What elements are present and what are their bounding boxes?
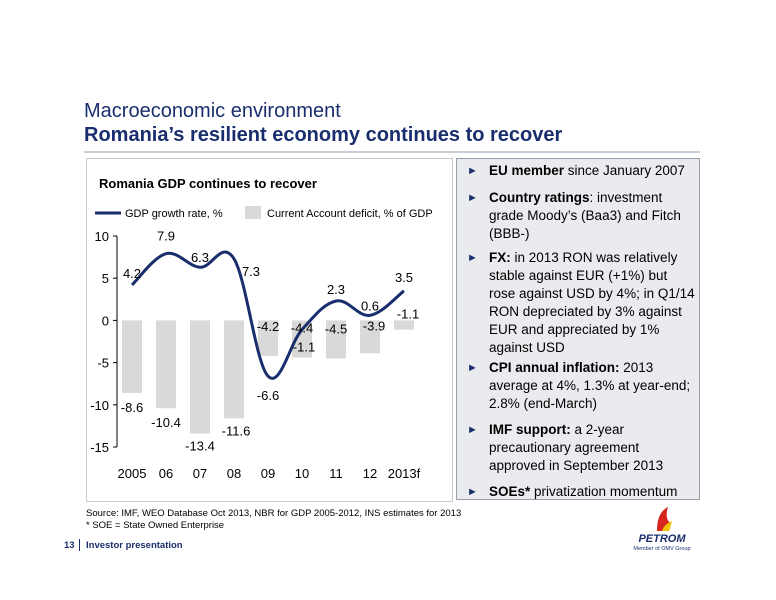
ca-data-label: -4.2 [256,318,280,334]
key-point-heading: CPI annual inflation: [489,360,620,375]
title-divider [84,151,700,153]
page-title: Macroeconomic environment [84,100,341,122]
logo-tagline: Member of OMV Group [633,546,691,552]
x-tick-label: 2013f [387,466,421,481]
gdp-data-label: 2.3 [326,281,346,297]
chart-panel [86,158,453,502]
legend-label-ca: Current Account deficit, % of GDP [267,208,433,220]
legend-label-gdp: GDP growth rate, % [125,208,223,220]
bullet-arrow-icon: ► [467,252,478,264]
gdp-data-label: 0.6 [360,298,380,314]
key-point-detail: : investment grade Moody’s (Baa3) and Fitch (BBB-) [489,190,681,241]
y-tick-label: 0 [101,313,109,329]
ca-data-label: -13.4 [185,438,215,454]
key-point-text [489,483,695,501]
key-point-heading: SOEs* [489,484,531,499]
x-tick-label: 09 [260,466,276,481]
ca-data-label: -8.6 [120,399,144,415]
gdp-data-label: 6.3 [190,250,210,266]
key-point-detail: since January 2007 [564,163,685,178]
key-point-detail: in 2013 RON was relatively stable against EUR (+1%) but rose against USD by 4%; in Q1/14 RON depreciated by 3% against EUR and appreciated by 1% against USD [489,250,695,355]
ca-data-label: -1.1 [396,306,420,322]
key-points-panel [456,158,700,500]
key-point-text [489,162,695,180]
bullet-arrow-icon: ► [467,486,478,498]
x-tick-label: 2005 [117,466,147,481]
ca-deficit-bar [394,320,414,329]
x-tick-label: 07 [192,466,208,481]
footer-separator [79,539,80,551]
key-point-item [467,249,695,357]
key-point-item [467,483,695,501]
ca-deficit-bar [190,320,210,433]
gdp-data-label: 7.9 [156,228,176,244]
x-tick-label: 08 [226,466,242,481]
key-point-text [489,359,695,413]
key-point-text [489,249,695,357]
ca-data-label: -11.6 [221,423,251,439]
gdp-data-label: -1.1 [292,339,316,355]
key-point-heading: IMF support: [489,422,571,437]
ca-deficit-bar [224,320,244,418]
key-point-heading: EU member [489,163,565,178]
key-point-text [489,421,695,475]
key-point-heading: Country ratings [489,190,590,205]
key-point-detail: privatization momentum [530,484,678,499]
chart-legend [95,206,433,220]
x-tick-label: 10 [294,466,310,481]
ca-data-label: -4.4 [290,320,314,336]
bullet-arrow-icon: ► [467,424,478,436]
y-tick-label: 5 [101,271,109,287]
y-tick-label: 10 [94,229,109,244]
petrom-logo-icon [624,503,700,533]
ca-data-label: -10.4 [151,415,181,431]
key-point-text [489,189,695,243]
ca-deficit-bar [156,320,176,408]
y-tick-label: -15 [90,440,109,455]
x-tick-label: 11 [329,466,343,481]
key-point-item [467,421,695,475]
footer-label: Investor presentation [86,540,183,551]
chart-title: Romania GDP continues to recover [99,176,317,191]
soe-footnote: * SOE = State Owned Enterprise [86,520,225,531]
gdp-data-label: 7.3 [241,263,261,279]
bullet-arrow-icon: ► [467,192,478,204]
page-subtitle: Romania’s resilient economy continues to recover [84,124,563,146]
gdp-data-label: 4.2 [122,265,142,281]
legend-bar-swatch [245,206,261,219]
key-point-item [467,359,695,413]
ca-data-label: -3.9 [362,318,386,334]
x-tick-label: 06 [158,466,174,481]
ca-deficit-bar [122,320,142,393]
x-tick-label: 12 [362,466,378,481]
source-note: Source: IMF, WEO Database Oct 2013, NBR for GDP 2005-2012, INS estimates for 2013 [86,508,462,519]
key-point-item [467,189,695,243]
logo-wordmark: PETROM [638,533,686,545]
key-point-detail: a 2-year precautionary agreement approved in September 2013 [489,422,664,473]
key-point-detail: 2013 average at 4%, 1.3% at year-end; 2.8% (end-March) [489,360,691,411]
petrom-logo [624,503,700,555]
gdp-chart [87,159,452,501]
bullet-arrow-icon: ► [467,362,478,374]
gdp-data-label: -6.6 [256,388,280,404]
key-point-item [467,162,695,180]
y-tick-label: -5 [97,355,109,371]
key-point-heading: FX: [489,250,511,265]
ca-data-label: -4.5 [324,321,348,337]
page-number: 13 [64,540,75,551]
y-tick-label: -10 [90,397,109,413]
gdp-data-label: 3.5 [394,269,414,285]
bullet-arrow-icon: ► [467,165,478,177]
